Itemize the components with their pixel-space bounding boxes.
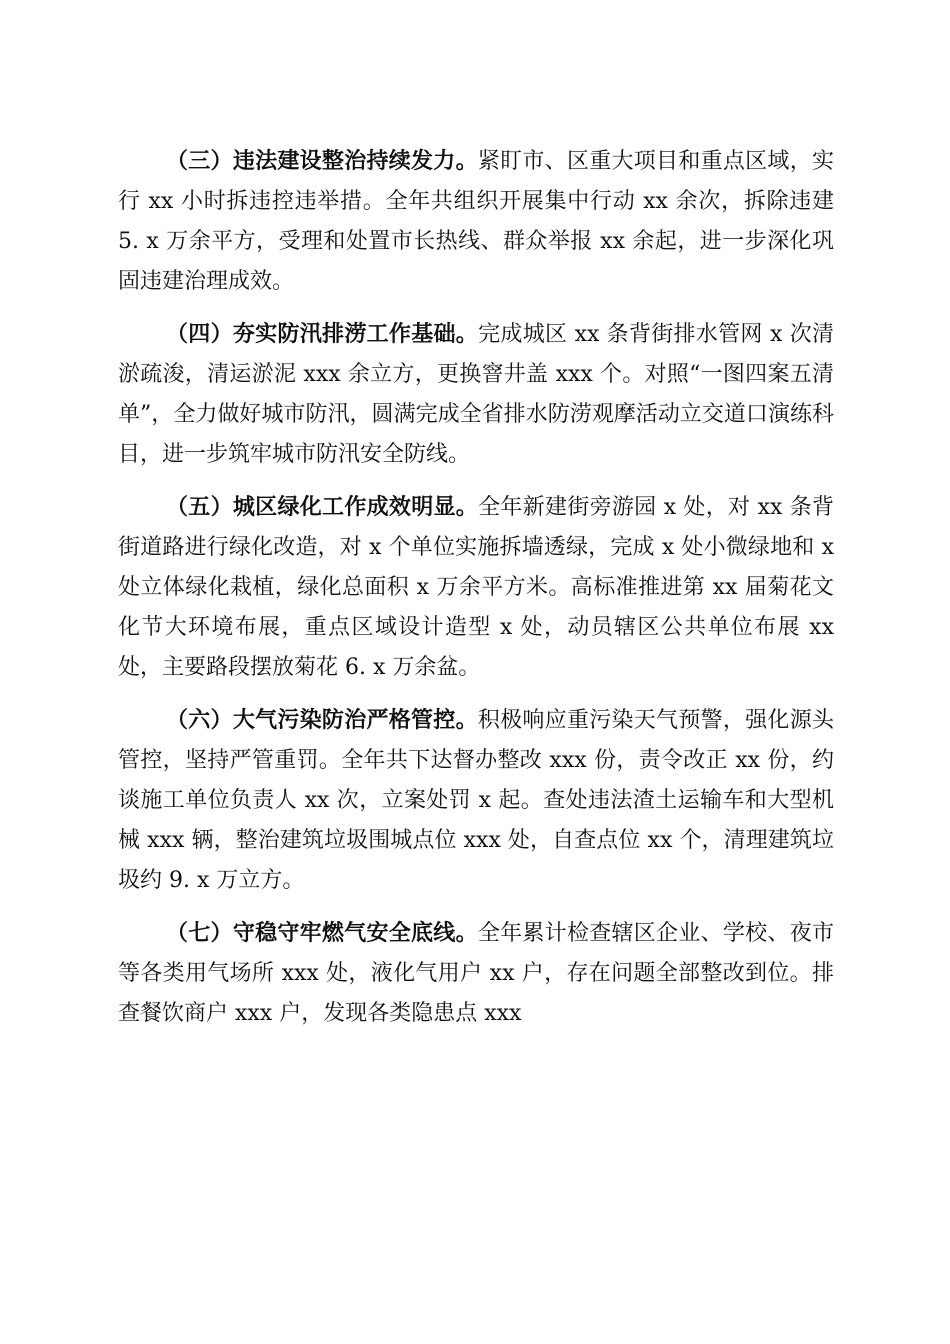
document-page [118,142,834,1047]
paragraph-7 [118,914,834,1034]
paragraph-body: 完成城区 xx 条背街排水管网 x 次清淤疏浚，清运淤泥 xxx 余立方，更换窨井盖 xxx 个。对照“一图四案五清单”，全力做好城市防汛，圆满完成全省排水防涝观摩活动立交道口演练科目，进一步筑牢城市防汛安全防线。 [118,322,834,467]
paragraph-3 [118,142,834,302]
paragraph-body: 全年新建街旁游园 x 处，对 xx 条背街道路进行绿化改造，对 x 个单位实施拆墙透绿，完成 x 处小微绿地和 x 处立体绿化栽植，绿化总面积 x 万余平方米。高标准推进第 xx 届菊花文化节大环境布展，重点区域设计造型 x 处，动员辖区公共单位布展 xx 处，主要路段摆放菊花 6. x 万余盆。 [118,495,834,680]
paragraph-heading: （四）夯实防汛排涝工作基础。 [166,322,479,347]
paragraph-heading: （七）守稳守牢燃气安全底线。 [166,921,478,946]
paragraph-4 [118,315,834,475]
paragraph-6 [118,701,834,901]
paragraph-body: 紧盯市、区重大项目和重点区域，实行 xx 小时拆违控违举措。全年共组织开展集中行动 xx 余次，拆除违建 5. x 万余平方，受理和处置市长热线、群众举报 xx 余起，进一步深化巩固违建治理成效。 [118,149,834,294]
paragraph-heading: （五）城区绿化工作成效明显。 [166,495,479,520]
paragraph-heading: （三）违法建设整治持续发力。 [166,149,478,174]
paragraph-body: 全年累计检查辖区企业、学校、夜市等各类用气场所 xxx 处，液化气用户 xx 户，存在问题全部整改到位。排查餐饮商户 xxx 户，发现各类隐患点 xxx [118,921,834,1026]
paragraph-heading: （六）大气污染防治严格管控。 [166,708,478,733]
paragraph-5 [118,488,834,688]
paragraph-body: 积极响应重污染天气预警，强化源头管控，坚持严管重罚。全年共下达督办整改 xxx 份，责令改正 xx 份，约谈施工单位负责人 xx 次，立案处罚 x 起。查处违法渣土运输车和大型机械 xxx 辆，整治建筑垃圾围城点位 xxx 处，自查点位 xx 个，清理建筑垃圾约 9. x 万立方。 [118,708,834,893]
